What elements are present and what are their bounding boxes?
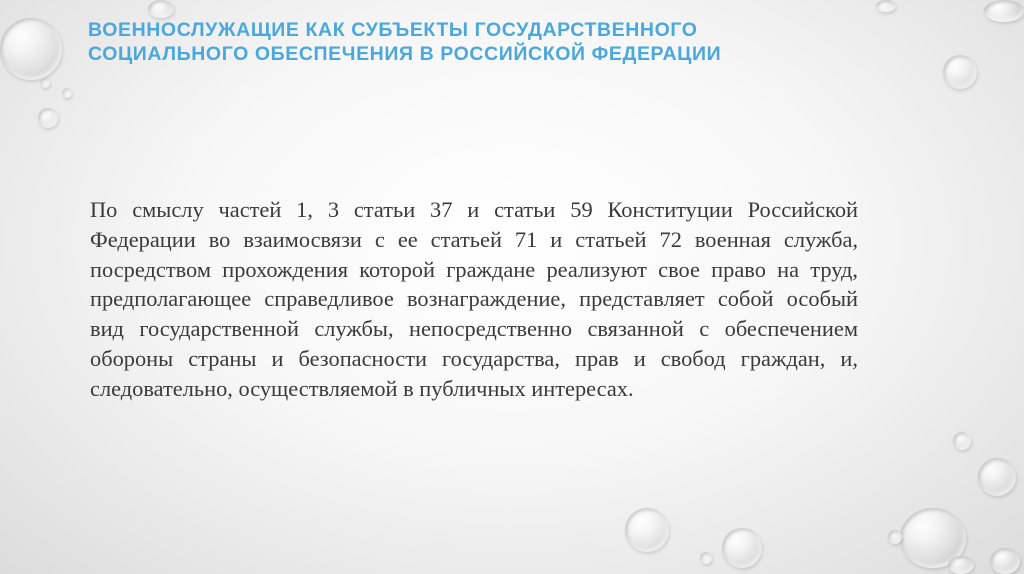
water-drop-decoration bbox=[943, 55, 977, 89]
slide-title-line-1: ВОЕННОСЛУЖАЩИЕ КАК СУБЪЕКТЫ ГОСУДАРСТВЕННОГО bbox=[88, 19, 698, 41]
water-drop-decoration bbox=[40, 78, 50, 88]
water-drop-decoration bbox=[148, 0, 174, 18]
water-drop-decoration bbox=[876, 0, 896, 12]
water-drop-decoration bbox=[0, 18, 62, 80]
water-drop-decoration bbox=[953, 432, 971, 450]
water-drop-decoration bbox=[625, 508, 669, 552]
slide-body-paragraph: По смыслу частей 1, 3 статьи 37 и статьи 59 Конституции Российской Федерации во взаимосвязи с ее статьей 71 и статьей 72 военная служба, посредством прохождения которой граждане реализуют свое право на труд, предполагающее справедливое вознаграждение, представляет собой особый вид государственной службы, непосредственно связанной с обеспечением обороны страны и безопасности государства, прав и свобод граждан, и, следовательно, осуществляемой в публичных интересах. bbox=[90, 197, 858, 401]
water-drop-decoration bbox=[888, 530, 902, 544]
water-drop-decoration bbox=[990, 548, 1020, 574]
water-drop-decoration bbox=[948, 556, 974, 574]
water-drop-decoration bbox=[62, 88, 72, 98]
slide-title-line-2: СОЦИАЛЬНОГО ОБЕСПЕЧЕНИЯ В РОССИЙСКОЙ ФЕДЕРАЦИИ bbox=[88, 43, 722, 65]
water-drop-decoration bbox=[978, 458, 1016, 496]
water-drop-decoration bbox=[984, 0, 1024, 22]
water-drop-decoration bbox=[700, 552, 712, 564]
slide-title bbox=[88, 18, 848, 66]
water-drop-decoration bbox=[38, 108, 58, 128]
water-drop-decoration bbox=[722, 528, 762, 568]
